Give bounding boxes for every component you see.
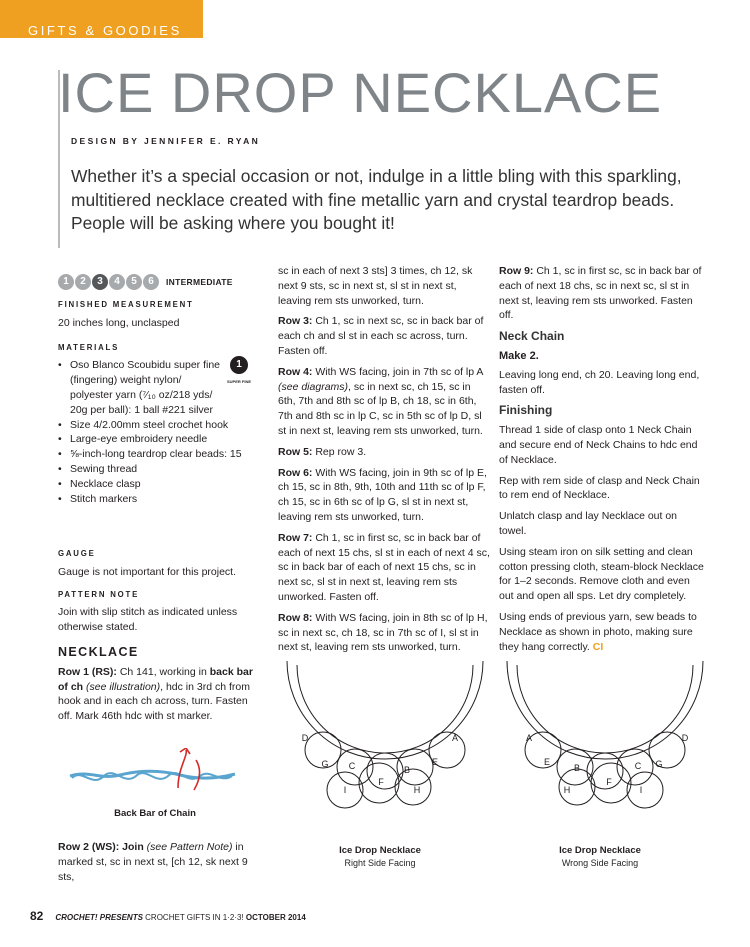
column-1	[58, 268, 263, 506]
row-4-note: (see diagrams)	[278, 380, 349, 393]
material-item: • Large-eye embroidery needle	[58, 432, 263, 447]
row-5-text: Rep row 3.	[312, 445, 367, 458]
row-4-label: Row 4:	[278, 365, 313, 378]
diagram-label: B	[573, 763, 581, 773]
row-3-text: Ch 1, sc in next sc, sc in back bar of each ch and sl st in each sc across, turn. Fasten off.	[278, 315, 484, 357]
yarn-weight-number: 1	[230, 356, 248, 374]
row-6-label: Row 6:	[278, 466, 313, 479]
skill-level-1: 1	[58, 274, 74, 290]
neck-chain-heading: Neck Chain	[499, 329, 565, 344]
diagram-label: H	[563, 785, 571, 795]
footer-date: OCTOBER 2014	[245, 913, 306, 922]
materials-heading: MATERIALS	[58, 342, 120, 352]
diagram-subtitle: Right Side Facing	[344, 858, 416, 868]
neck-chain-text: Leaving long end, ch 20. Leaving long end, fasten off.	[499, 368, 700, 396]
end-mark-icon: CI	[592, 640, 604, 653]
diagram-label: I	[343, 785, 347, 795]
row-8-text: With WS facing, join in 8th sc of lp H, sc in next sc, ch 18, sc in 7th sc of I, sl st in next st, leaving rem sts unworked, turn.	[278, 611, 488, 654]
row-2-text: in marked st, sc in next st, [ch 12, sk next 9 sts,	[58, 841, 248, 883]
diagram-label: E	[431, 757, 439, 767]
page-title: ICE DROP NECKLACE	[58, 61, 663, 124]
finishing-step: Rep with rem side of clasp and Neck Chain to rem end of Necklace.	[499, 474, 700, 502]
finished-text: 20 inches long, unclasped	[58, 316, 180, 329]
finishing-step-last	[499, 610, 704, 654]
row-2-note: (see Pattern Note)	[143, 841, 233, 853]
column-2	[278, 264, 490, 661]
row-6-text: With WS facing, join in 9th sc of lp E, ch 15, sc in 8th, 9th, 10th and 11th sc of lp F, ch 15, sc in 6th sc of lp G, sl st in next st, leaving rem sts unworked, turn.	[278, 466, 487, 523]
diagram-label: B	[403, 765, 411, 775]
skill-level-5: 5	[126, 274, 142, 290]
footer-text: CROCHET GIFTS IN 1·2·3!	[142, 913, 246, 922]
material-item: • Oso Blanco Scoubidu super fine (fingering) weight nylon/ polyester yarn (⁷⁄₁₀ oz/218 yds/ 20g per ball): 1 ball #221 silver	[58, 358, 263, 417]
row-1-text-b: , hdc in 3rd ch from hook and in each ch across, turn. Fasten off. Mark 46th hdc with st marker.	[58, 680, 250, 723]
row-9-label: Row 9:	[499, 265, 534, 277]
row-1-text-a: Ch 141, working in	[116, 665, 210, 678]
material-item: • Stitch markers	[58, 492, 263, 507]
finishing-step: Thread 1 side of clasp onto 1 Neck Chain and secure end of Neck Chains to hdc end of Necklace.	[499, 424, 698, 466]
diagram-caption-right	[305, 845, 455, 869]
diagram-title: Ice Drop Necklace	[559, 845, 641, 856]
chain-caption: Back Bar of Chain	[114, 808, 196, 819]
row-1	[58, 665, 263, 724]
diagram-subtitle: Wrong Side Facing	[561, 858, 639, 868]
necklace-heading: NECKLACE	[58, 644, 139, 659]
diagram-label: G	[321, 759, 329, 769]
pattern-note-heading: PATTERN NOTE	[58, 589, 140, 599]
row-6	[278, 466, 490, 525]
diagram-label: G	[655, 759, 663, 769]
row-3-label: Row 3:	[278, 315, 313, 328]
row-5	[278, 445, 490, 460]
row-8-label: Row 8:	[278, 611, 313, 624]
gauge-text: Gauge is not important for this project.	[58, 565, 237, 578]
skill-label: INTERMEDIATE	[166, 276, 233, 287]
row-8	[278, 611, 490, 655]
row-2	[58, 840, 263, 884]
diagram-right-side	[285, 655, 485, 840]
diagram-label: A	[451, 733, 459, 743]
row-7	[278, 531, 490, 605]
diagram-caption-wrong	[525, 845, 675, 869]
diagram-label: D	[681, 733, 689, 743]
material-item: • Necklace clasp	[58, 477, 263, 492]
diagram-label: C	[348, 761, 356, 771]
material-item: • Sewing thread	[58, 462, 263, 477]
diagram-title: Ice Drop Necklace	[339, 845, 421, 856]
diagram-label: I	[639, 785, 643, 795]
diagram-label: H	[413, 785, 421, 795]
skill-levels	[58, 274, 263, 290]
diagram-wrong-side	[505, 655, 705, 840]
material-item: • ⅝-inch-long teardrop clear beads: 15	[58, 447, 263, 462]
gauge-block	[58, 543, 263, 730]
skill-level-4: 4	[109, 274, 125, 290]
diagram-label: A	[525, 733, 533, 743]
yarn-weight-label: SUPER FINE	[227, 379, 252, 384]
skill-level-3: 3	[92, 274, 108, 290]
page-number: 82	[30, 909, 44, 923]
finishing-step: Using steam iron on silk setting and clean cotton pressing cloth, steam-block Necklace for 1–2 seconds. Remove cloth and even out and open all sps. Let dry completely.	[499, 545, 704, 603]
row-4-text-b: , sc in next sc, ch 15, sc in 6th, 7th and 8th sc of lp B, ch 18, sc in 6th, 7th and 8th sc in lp C, sc in 5th sc of lp D, sl st in next st, leaving rem sts unworked, turn.	[278, 380, 483, 437]
materials-list	[58, 358, 263, 506]
diagram-label: F	[606, 777, 612, 787]
row-2-continued: sc in each of next 3 sts] 3 times, ch 12, sk next 9 sts, sc in next st, sl st in next st, leaving rem sts unworked, turn.	[278, 265, 473, 307]
finishing-heading: Finishing	[499, 403, 553, 418]
row-2-label: Row 2 (WS): Join	[58, 841, 144, 853]
intro-text: Whether it’s a special occasion or not, indulge in a little bling with this sparkling, multitiered necklace created with fine metallic yarn and crystal teardrop beads. People will be asking where you bought it!	[71, 166, 682, 233]
diagram-label: E	[543, 757, 551, 767]
skill-level-2: 2	[75, 274, 91, 290]
byline: DESIGN BY JENNIFER E. RYAN	[71, 136, 261, 146]
make-count: Make 2.	[499, 349, 539, 362]
gauge-heading: GAUGE	[58, 549, 96, 558]
diagram-label: D	[301, 733, 309, 743]
row-1-label: Row 1 (RS):	[58, 665, 117, 678]
row-9-text: Ch 1, sc in first sc, sc in back bar of each of next 18 chs, sc in next sc, sl st in next st, leaving rem sts unworked. Fasten off.	[499, 265, 702, 322]
section-tab: GIFTS & GOODIES	[0, 0, 203, 38]
row-4	[278, 365, 490, 439]
page-footer	[30, 909, 306, 923]
finishing-step-text: Using ends of previous yarn, sew beads to Necklace as shown in photo, making sure they hang correctly.	[499, 610, 697, 653]
diagram-label: C	[634, 761, 642, 771]
skill-level-6: 6	[143, 274, 159, 290]
footer-brand: CROCHET! PRESENTS	[55, 913, 143, 922]
material-item: • Size 4/2.00mm steel crochet hook	[58, 418, 263, 433]
row-4-text: With WS facing, join in 7th sc of lp A	[312, 365, 483, 378]
row-7-label: Row 7:	[278, 531, 313, 544]
row-1-bold: back bar of ch	[58, 665, 253, 693]
row-1-note: (see illustration)	[83, 680, 161, 693]
row-5-label: Row 5:	[278, 445, 313, 458]
diagram-label: F	[378, 777, 384, 787]
finished-heading: FINISHED MEASUREMENT	[58, 300, 194, 309]
pattern-note-text: Join with slip stitch as indicated unless otherwise stated.	[58, 606, 238, 634]
finishing-step: Unlatch clasp and lay Necklace out on towel.	[499, 510, 678, 537]
row-7-text: Ch 1, sc in first sc, sc in back bar of each of next 15 chs, sl st in each of next 4 sc, sc in back bar of each of next 15 chs, sc in next sc, sl st in next st, leaving rem sts unworked. Fasten off.	[278, 531, 490, 603]
row-9	[499, 264, 704, 323]
row-3	[278, 314, 490, 358]
column-3	[499, 264, 704, 660]
